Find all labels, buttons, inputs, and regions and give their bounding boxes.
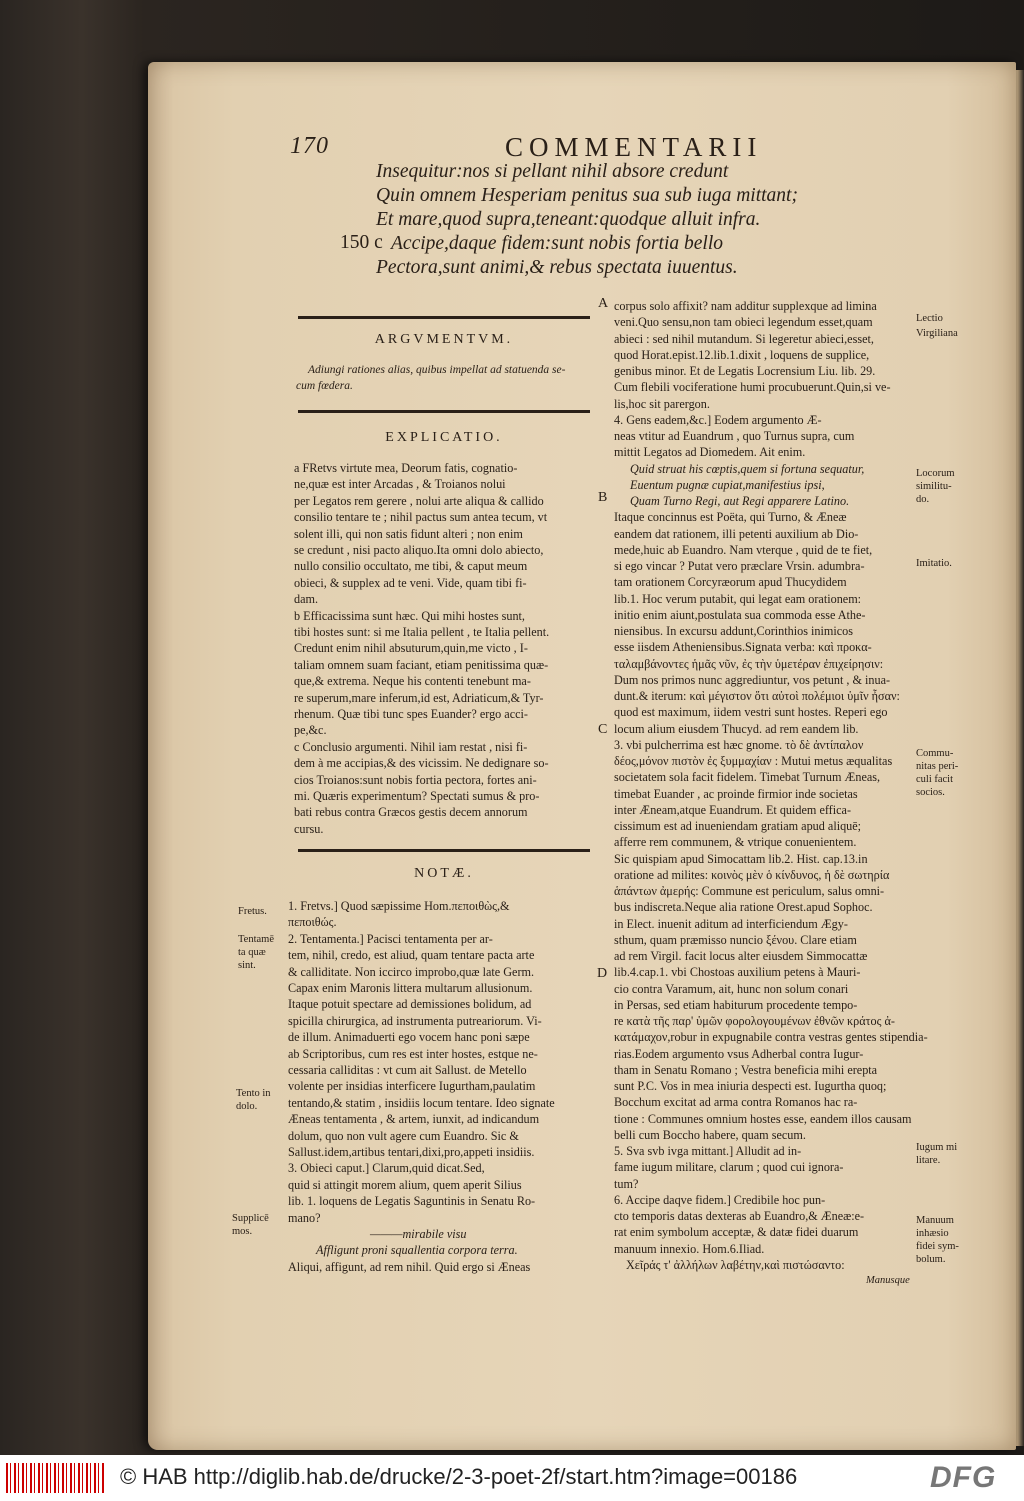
text-line: 2. Tentamenta.] Pacisci tentamenta per ar- — [288, 931, 493, 946]
text-line: lib.1. Hoc verum putabit, qui legat eam orationem: — [614, 591, 862, 606]
text-line: Quam Turno Regi, aut Regi apparere Latino. — [630, 494, 850, 508]
margin-note: Fretus. — [238, 906, 267, 917]
margin-note: litare. — [916, 1155, 941, 1166]
text-line: inter Æneam,atque Euandrum. Et quidem effica- — [614, 802, 852, 817]
text-line: Cum flebili vociferatione humi procubuerunt.Quin,si ve- — [614, 380, 891, 395]
text-line: initio enim aiunt,postulata sua commoda esse Athe- — [614, 607, 866, 622]
margin-note: Tentamē — [238, 934, 274, 945]
text-line: Sic quispiam apud Simocattam lib.2. Hist. cap.13.in — [614, 851, 868, 866]
margin-note: bolum. — [916, 1254, 946, 1265]
text-line: mi. Quæris experimentum? Spectati sumus & pro- — [294, 789, 540, 803]
margin-note: Manuum — [916, 1215, 954, 1226]
verse-line-4: Accipe,daque fidem:sunt nobis fortia bello — [391, 233, 723, 254]
text-line: bati rebus contra Græcos gestis decem annorum — [294, 805, 528, 820]
margin-note: ta quæ — [238, 947, 266, 958]
text-line: bus indiscreta.Neque alia ratione Orest.apud Sophoc. — [614, 900, 873, 915]
text-line: si ego vincar ? Putat vero præclare Vrsin. adumbra- — [614, 559, 865, 573]
margin-note: Supplicē — [232, 1213, 269, 1224]
text-line: timebat Euander , ac proinde firmior inde societas — [614, 786, 858, 801]
text-line: se credunt , nisi pacto aliquo.Ita omni dolo abiecto, — [294, 543, 544, 557]
text-line: tibi hostes sunt: si me Italia pellent , te Italia pellent. — [294, 625, 550, 639]
text-line: dunt.& iterum: καὶ μέγιστον ὅτι αὐτοὶ πολέμιοι ὑμῖν ἦσαν: — [614, 689, 900, 703]
text-line: Capax enim Maronis littera multarum allusionum. — [288, 981, 533, 995]
text-line: quod Horat.epist.12.lib.1.dixit , loquens de supplice, — [614, 347, 870, 362]
text-line: rhenum. Quæ tibi tunc spes Euander? ergo acci- — [294, 707, 528, 721]
margin-note: sint. — [238, 960, 256, 971]
text-line: Credunt enim nihil absuturum,quin,me victo , I- — [294, 641, 528, 656]
text-line: mittit Legatos ad Diomedem. Ait enim. — [614, 445, 806, 460]
text-line: Affligunt proni squallentia corpora terra. — [316, 1243, 518, 1258]
footer-bar — [0, 1455, 1024, 1501]
text-line: cessaria calliditas : vt cum ait Sallust. de Metello — [288, 1063, 527, 1077]
text-line: Aliqui, affigunt, ad rem nihil. Quid ergo si Æneas — [288, 1259, 531, 1274]
text-line: corpus solo affixit? nam additur supplexque ad limina — [614, 299, 877, 313]
text-line: spicilla chirurgica, ad instrumenta putreariorum. Vi- — [288, 1013, 542, 1028]
margin-note: culi facit — [916, 774, 954, 785]
text-line: 5. Sva svb ivga mittant.] Alludit ad in- — [614, 1144, 802, 1158]
text-line: Itaque potuit spectare ad demissiones bolidum, ad — [288, 997, 532, 1012]
copyright-link[interactable]: © HAB http://diglib.hab.de/drucke/2-3-poet-2f/start.htm?image=00186 — [120, 1464, 798, 1489]
text-line: neas vtitur ad Euandrum , quo Turnus supra, cum — [614, 429, 855, 443]
text-line: esse iisdem Atheniensibus.Signata verba: καὶ προκα- — [614, 640, 872, 655]
text-line: societatem sola facit fidelem. Timebat Turnum Æneas, — [614, 770, 881, 785]
text-line: cto temporis datas dexteras ab Euandro,& Æneæ:e- — [614, 1209, 865, 1223]
verse-line-1: Insequitur:nos si pellant nihil absore credunt — [376, 161, 729, 182]
margin-note: Iugum mi — [916, 1142, 958, 1153]
section-letter: C — [598, 722, 608, 737]
text-line: mede,huic ab Euandro. Nam vterque , quid de te fiet, — [614, 542, 873, 557]
text-line: de illum. Animaduerti ego vocem hanc poni sæpe — [288, 1030, 530, 1045]
text-line: nullo consilio occultato, me tibi, & caput meum — [294, 559, 528, 574]
margin-note: nitas peri- — [916, 761, 959, 772]
text-line: cissimum est ad inueniendam gratiam apud aliquē; — [614, 819, 862, 833]
text-line: 3. Obieci caput.] Clarum,quid dicat.Sed, — [288, 1161, 485, 1176]
text-line: dam. — [294, 592, 319, 607]
margin-note: socios. — [916, 787, 945, 798]
text-line: re κατὰ τῆς παρ' ὑμῶν φορολογουμένων ἐθνῶν κράτος ἀ- — [614, 1014, 895, 1028]
text-line: πεποιθώς. — [288, 915, 337, 930]
notae-title: NOTÆ. — [414, 866, 474, 881]
text-line: que,& extrema. Neque his contenti tenebunt ma- — [294, 674, 531, 689]
page-number: 170 — [290, 133, 329, 159]
text-line: 6. Accipe daqve fidem.] Credibile hoc pun- — [614, 1192, 826, 1207]
barcode-icon — [6, 1463, 106, 1493]
text-line: 3. vbi pulcherrima est hæc gnome. τὸ δὲ ἀντίπαλον — [614, 737, 864, 752]
text-line: tum? — [614, 1176, 639, 1191]
text-line: tham in Senatu Romano ; Vestra beneficia mihi erepta — [614, 1062, 878, 1077]
verse-line-5: Pectora,sunt animi,& rebus spectata iuuentus. — [376, 257, 738, 278]
text-line: b Efficacissima sunt hæc. Qui mihi hostes sunt, — [294, 608, 525, 623]
text-line: belli cum Boccho habere, quam secum. — [614, 1127, 806, 1142]
text-line: rias.Eodem argumento vsus Adherbal contra Iugur- — [614, 1046, 864, 1061]
margin-note: dolo. — [236, 1101, 258, 1112]
text-line: in Elect. inuenit aditum ad interficiendum Ægy- — [614, 916, 848, 931]
text-line: rat enim symbolum acceptæ, & datæ fidei duarum — [614, 1225, 859, 1240]
text-line: afferre rem communem, & vtrique conuenientem. — [614, 835, 857, 850]
margin-note: fidei sym- — [916, 1241, 959, 1252]
text-line: niensibus. In excursu addunt,Corinthios inimicos — [614, 624, 853, 638]
text-line: Æneas tentamenta , & artem, iunxit, ad indicandum — [288, 1112, 540, 1127]
section-letter: A — [598, 296, 609, 311]
text-line: volente per insidias interficere Iugurtham,paulatim — [288, 1079, 536, 1094]
text-line: quod est maximum, iidem vestri sunt hostes. Reperi ego — [614, 705, 888, 720]
text-line: δέος,μόνον πιστὸν ἐς ξυμμαχίαν : Mutui metus æqualitas — [614, 754, 893, 768]
text-line: eandem dat rationem, illi petenti auxilium ab Dio- — [614, 526, 859, 541]
text-line: fame iugum militare, clarum ; quod cui ignora- — [614, 1160, 844, 1175]
text-line: quid si attingit morem alium, quem aperit Silius — [288, 1177, 522, 1192]
text-line: sthum, quam præmisso nuncio ξένου. Clare etiam — [614, 932, 857, 947]
divider-rule — [298, 316, 590, 319]
text-line: Dum nos primos nunc aggrediuntur, vos petunt , & inua- — [614, 672, 891, 687]
text-line: consilio tentare te ; nihil pactus sum antea tecum, vt — [294, 510, 548, 525]
text-line: tem, nihil, credo, est aliud, quam tentare pacta arte — [288, 948, 535, 963]
text-line: c Conclusio argumenti. Nihil iam restat , nisi fi- — [294, 739, 528, 754]
text-line: solent illi, qui non satis fidunt alteri ; non enim — [294, 526, 523, 541]
text-line: & calliditate. Non iccirco improbo,quæ late Germ. — [288, 964, 535, 979]
text-line: dem à me accipias,& des vicissim. Ne dedignare so- — [294, 756, 549, 771]
text-line: ne,quæ est inter Arcadas , & Troianos nolui — [294, 477, 506, 492]
verse-number: 150 c — [340, 232, 383, 253]
margin-note: similitu- — [916, 481, 952, 492]
text-line: in Persas, sed etiam habiturum procedente tempo- — [614, 997, 858, 1012]
text-line: tentando,& statim , insidiis locum tentare. Ideo signate — [288, 1095, 555, 1110]
divider-rule — [298, 410, 590, 413]
section-letter: B — [598, 490, 608, 505]
verse-line-2: Quin omnem Hesperiam penitus sua sub iuga mittant; — [376, 185, 798, 206]
text-line: tam orationem Corcyræorum apud Thucydidem — [614, 575, 847, 590]
text-line: Itaque concinnus est Poëta, qui Turno, & Æneæ — [614, 510, 847, 525]
text-line: Sallust.idem,artibus tentari,dixi,pro,appeti insidiis. — [288, 1145, 535, 1159]
text-line: abieci : sed nihil mutandum. Si legeretur abieci,esset, — [614, 331, 874, 346]
text-line: Quid struat his cœptis,quem si fortuna sequatur, — [630, 461, 865, 476]
running-head: COMMENTARII — [505, 132, 763, 162]
argumentum-line: Adiungi rationes alias, quibus impellat ad statuenda se- — [308, 364, 566, 376]
explicatio-title: EXPLICATIO. — [385, 430, 503, 445]
text-line: tione : Communes omnium hostes esse, eandem illos causam — [614, 1111, 912, 1126]
text-line: obieci, & supplex ad te veni. Vide, quam tibi fi- — [294, 575, 527, 590]
text-line: manuum innexio. Hom.6.Iliad. — [614, 1241, 765, 1256]
margin-note: Lectio — [916, 313, 943, 324]
margin-note: Commu- — [916, 748, 954, 759]
text-line: 4. Gens eadem,&c.] Eodem argumento Æ- — [614, 412, 822, 427]
text-line: lib. 1. loquens de Legatis Saguntinis in Senatu Ro- — [288, 1194, 536, 1209]
text-line: pe,&c. — [294, 723, 327, 738]
text-line: ταλαμβάνοντες ἡμᾶς νῦν, ἐς τὴν ὑμετέραν ἐπιχείρησιν: — [614, 656, 884, 671]
text-line: ἁπάντων ἀμερής: Commune est periculum, salus omni- — [614, 884, 885, 898]
text-line: oratione ad milites: κοινὸς μὲν ὁ κίνδυνος, ἡ δὲ σωτηρία — [614, 867, 890, 882]
margin-note: Imitatio. — [916, 558, 952, 569]
margin-note: Locorum — [916, 468, 955, 479]
text-line: Manusque — [866, 1275, 910, 1286]
margin-note: mos. — [232, 1226, 253, 1237]
text-line: ———mirabile visu — [370, 1227, 467, 1241]
argumentum-line: cum fœdera. — [296, 380, 353, 392]
text-line: κατάμαχον,robur in expugnabile contra vestras gentes stipendia- — [614, 1030, 928, 1045]
text-line: per Legatos rem gerere , nolui arte aliqua & callido — [294, 493, 544, 508]
margin-note: inhæsio — [916, 1228, 949, 1239]
text-line: re superum,mare inferum,id est, Adriaticum,& Tyr- — [294, 690, 544, 705]
text-line: cio contra Varamum, ait, hunc non solum conari — [614, 981, 849, 996]
text-line: genibus minor. Et de Legatis Locrensium Liu. lib. 29. — [614, 364, 876, 378]
text-line: 1. Fretvs.] Quod sæpissime Hom.πεποιθὼς,& — [288, 899, 510, 913]
text-line: mano? — [288, 1210, 321, 1225]
text-line: Bocchum excitat ad arma contra Romanos hac ra- — [614, 1095, 858, 1110]
margin-note: do. — [916, 494, 930, 505]
text-line: dolum, quo non vult agere cum Euandro. Sic & — [288, 1128, 519, 1143]
section-letter: D — [597, 966, 608, 981]
text-line: locum alium eiusdem Thucyd. ad rem eandem lib. — [614, 721, 859, 736]
text-line: Euentum pugnæ cupiat,manifestius ipsi, — [630, 477, 825, 492]
text-line: lib.4.cap.1. vbi Chostoas auxilium petens à Mauri- — [614, 965, 861, 980]
divider-rule — [298, 849, 590, 852]
margin-note: Virgiliana — [916, 328, 958, 339]
text-line: taliam omnem suam faciant, etiam penitissima quæ- — [294, 657, 549, 672]
verse-line-3: Et mare,quod supra,teneant:quodque alluit infra. — [376, 209, 761, 230]
text-line: a FRetvs virtute mea, Deorum fatis, cognatio- — [294, 461, 518, 475]
text-line: cios Troianos:sunt nobis fortia pectora, fortes ani- — [294, 772, 537, 787]
text-line: veni.Quo sensu,non tam obieci legendum esset,quam — [614, 315, 873, 330]
text-line: ad rem Virgil. facit locus alter eiusdem Simmocattæ — [614, 949, 868, 963]
text-line: sunt P.C. Vos in mea iniuria despecti est. Iugurtha quoq; — [614, 1079, 887, 1093]
text-line: cursu. — [294, 821, 324, 836]
margin-note: Tento in — [236, 1088, 271, 1099]
text-line: ab Scriptoribus, cum res est inter hostes, estque ne- — [288, 1046, 538, 1061]
dfg-logo: DFG — [930, 1461, 997, 1494]
text-line: lis,hoc sit parergon. — [614, 396, 710, 411]
text-line: Χεῖράς τ' ἀλλήλων λαβέτην,καὶ πιστώσαντο: — [626, 1257, 845, 1272]
argumentum-title: ARGVMENTVM. — [374, 332, 514, 347]
